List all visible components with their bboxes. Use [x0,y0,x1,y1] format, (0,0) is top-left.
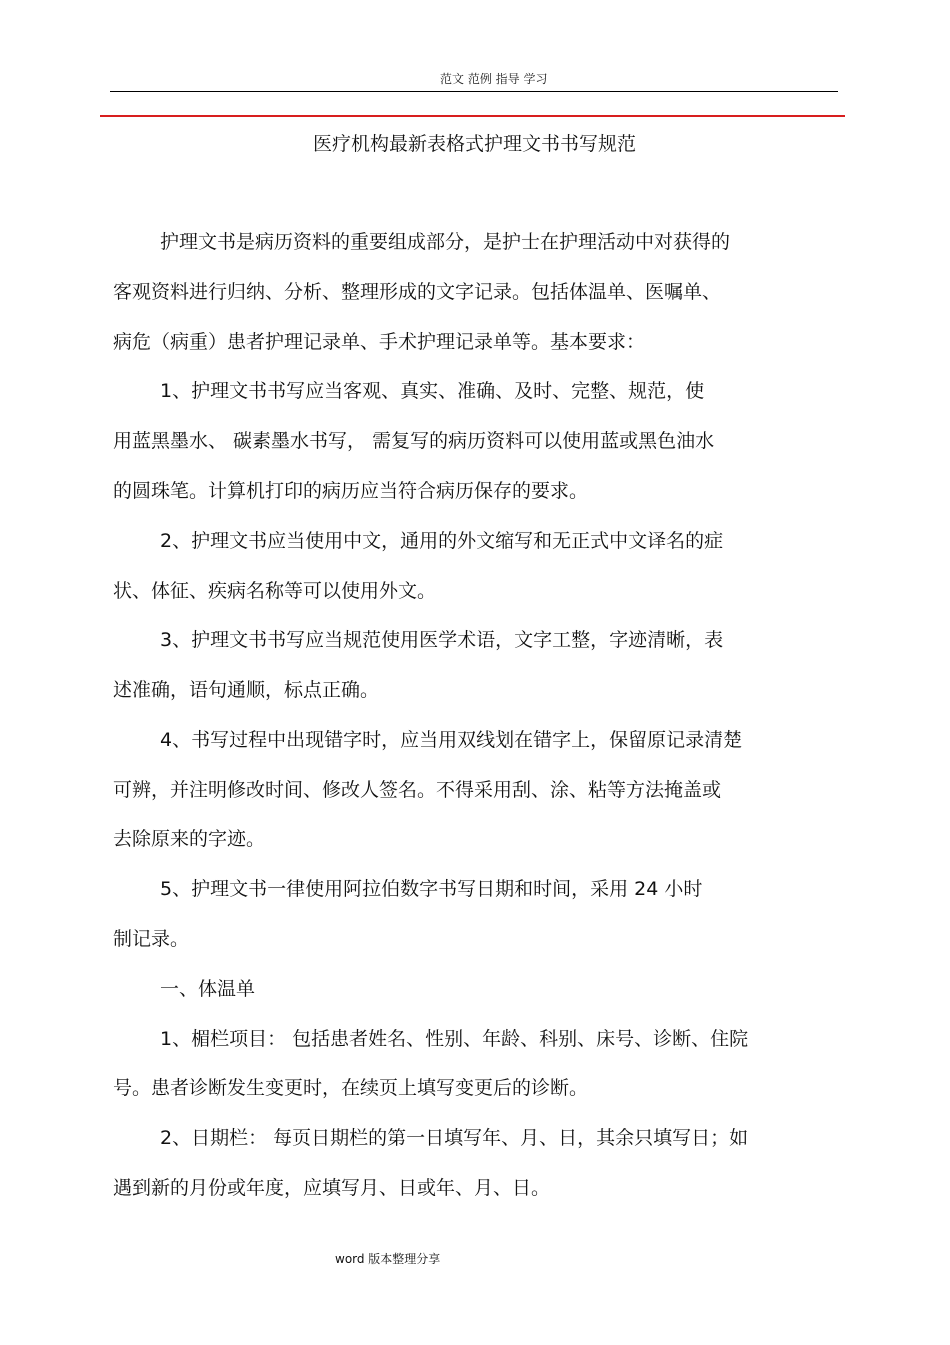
paragraph-line: 4、书写过程中出现错字时，应当用双线划在错字上，保留原记录清楚 [160,729,743,751]
paragraph-line: 3、护理文书书写应当规范使用医学术语，文字工整，字迹清晰，表 [160,629,724,651]
paragraph-line: 护理文书是病历资料的重要组成部分，是护士在护理活动中对获得的 [160,231,731,253]
paragraph-line: 2、日期栏： 每页日期栏的第一日填写年、月、日，其余只填写日；如 [160,1127,749,1149]
paragraph-line: 遇到新的月份或年度，应填写月、日或年、月、日。 [113,1177,551,1199]
paragraph-line: 病危（病重）患者护理记录单、手术护理记录单等。基本要求： [113,331,646,353]
section-heading: 一、体温单 [160,978,256,1000]
footer-text: word 版本整理分享 [335,1252,441,1266]
paragraph-line: 号。患者诊断发生变更时，在续页上填写变更后的诊断。 [113,1077,589,1099]
paragraph-line: 制记录。 [113,928,190,950]
paragraph-line: 1、楣栏项目： 包括患者姓名、性别、年龄、科别、床号、诊断、住院 [160,1028,749,1050]
red-divider [100,115,845,117]
paragraph-line: 2、护理文书应当使用中文，通用的外文缩写和无正式中文译名的症 [160,530,724,552]
paragraph-line: 的圆珠笔。计算机打印的病历应当符合病历保存的要求。 [113,480,589,502]
paragraph-line: 述准确，语句通顺，标点正确。 [113,679,380,701]
header-text: 范文 范例 指导 学习 [440,72,548,86]
paragraph-line: 去除原来的字迹。 [113,828,266,850]
paragraph-line: 状、体征、疾病名称等可以使用外文。 [113,580,437,602]
document-title: 医疗机构最新表格式护理文书书写规范 [313,133,637,155]
paragraph-line: 客观资料进行归纳、分析、整理形成的文字记录。包括体温单、医嘱单、 [113,281,722,303]
paragraph-line: 5、护理文书一律使用阿拉伯数字书写日期和时间，采用 24 小时 [160,878,703,900]
paragraph-line: 可辨，并注明修改时间、修改人签名。不得采用刮、涂、粘等方法掩盖或 [113,779,722,801]
paragraph-line: 用蓝黑墨水、 碳素墨水书写， 需复写的病历资料可以使用蓝或黑色油水 [113,430,715,452]
paragraph-line: 1、护理文书书写应当客观、真实、准确、及时、完整、规范，使 [160,380,705,402]
header-rule [110,91,838,92]
